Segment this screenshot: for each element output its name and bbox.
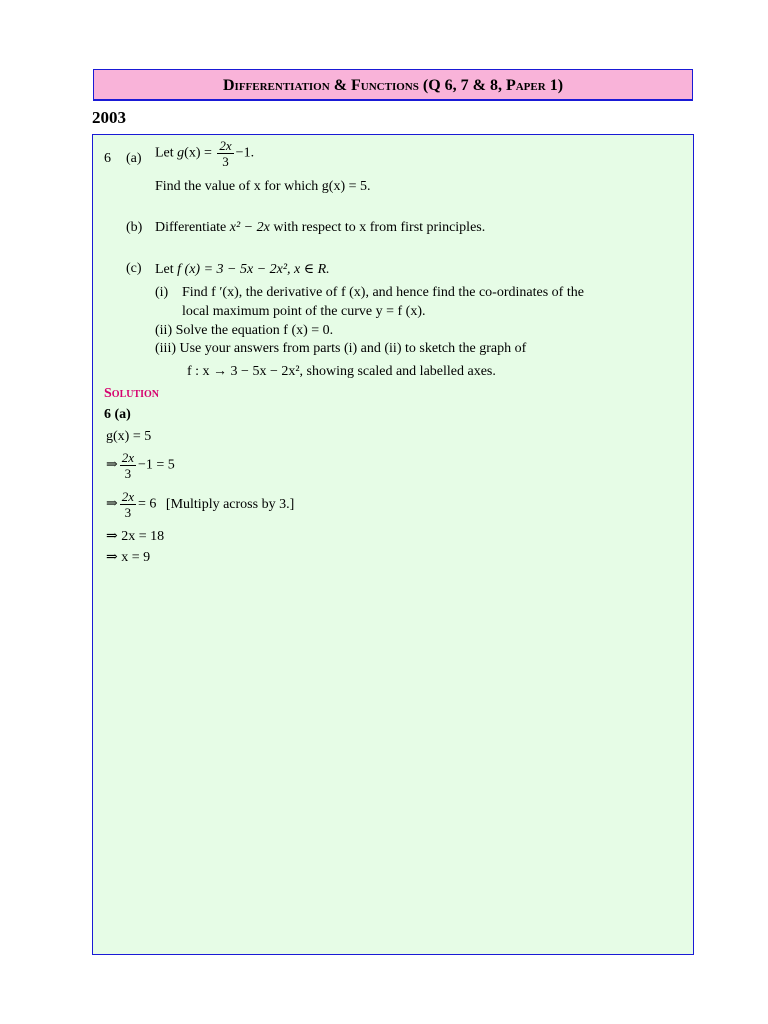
section-title-banner — [93, 69, 693, 101]
part-a-label: (a) — [126, 151, 142, 166]
question-box — [92, 134, 694, 955]
solution-step-2 — [106, 451, 175, 480]
part-a-fraction — [217, 139, 233, 168]
title-word-functions: Functions — [351, 77, 419, 94]
step3-implies: ⇒ — [106, 496, 118, 512]
part-b-pre: Differentiate — [155, 220, 227, 235]
title-word-paper: Paper — [505, 77, 546, 94]
part-b-text — [155, 220, 485, 236]
part-c-i-line1: Find f ′(x), the derivative of f (x), and hence find the co-ordinates of the — [182, 285, 584, 300]
part-c-i-line2: local maximum point of the curve y = f (x). — [182, 304, 426, 319]
question-number: 6 — [104, 151, 111, 166]
solution-step-1: g(x) = 5 — [106, 429, 152, 444]
title-word-differentiation: Differentiation — [222, 77, 330, 94]
part-c-iii-line2: f : x → 3 − 5x − 2x², showing scaled and labelled axes. — [187, 364, 496, 379]
step2-tail: −1 = 5 — [138, 457, 175, 473]
part-c-i-label: (i) — [155, 285, 169, 300]
step3-fraction — [120, 490, 136, 519]
part-a-var: (x) = — [184, 145, 212, 161]
part-a-func: g — [177, 145, 185, 161]
part-a-line2: Find the value of x for which g(x) = 5. — [155, 179, 371, 194]
part-c-definition — [155, 261, 330, 278]
title-paper-number: 1) — [545, 77, 564, 94]
title-amp: & — [329, 77, 352, 94]
part-a-tail: −1. — [235, 145, 255, 161]
step2-fraction — [120, 451, 136, 480]
part-c-iii-line1: (iii) Use your answers from parts (i) and (ii) to sketch the graph of — [155, 341, 527, 356]
solution-step-5: ⇒ x = 9 — [106, 550, 151, 565]
solution-step-3 — [106, 490, 294, 519]
step2-frac-den: 3 — [124, 466, 132, 481]
title-questions: (Q 6, 7 & 8, — [418, 77, 506, 94]
solution-part-label: 6 (a) — [104, 407, 131, 422]
part-c-ii: (ii) Solve the equation f (x) = 0. — [155, 323, 334, 338]
part-a-frac-den: 3 — [222, 154, 229, 169]
step3-frac-den: 3 — [124, 505, 132, 520]
part-c-expr: f (x) = 3 − 5x − 2x², x ∈ R. — [177, 262, 330, 277]
part-b-label: (b) — [126, 220, 143, 235]
part-a-frac-num: 2x — [219, 138, 232, 153]
part-a-let: Let — [155, 145, 174, 161]
part-b-post: with respect to x from first principles. — [273, 220, 486, 235]
part-c-let: Let — [155, 262, 174, 277]
solution-heading: Solution — [104, 386, 160, 401]
part-c-label: (c) — [126, 261, 142, 276]
part-a-definition — [155, 139, 254, 168]
part-b-expr: x² − 2x — [229, 220, 270, 235]
year-heading: 2003 — [92, 108, 126, 127]
step2-implies: ⇒ — [106, 457, 118, 473]
step3-note: [Multiply across by 3.] — [165, 496, 295, 512]
step3-tail: = 6 — [138, 496, 157, 512]
solution-step-4: ⇒ 2x = 18 — [106, 529, 165, 544]
step2-frac-num: 2x — [121, 450, 135, 465]
step3-frac-num: 2x — [121, 489, 135, 504]
